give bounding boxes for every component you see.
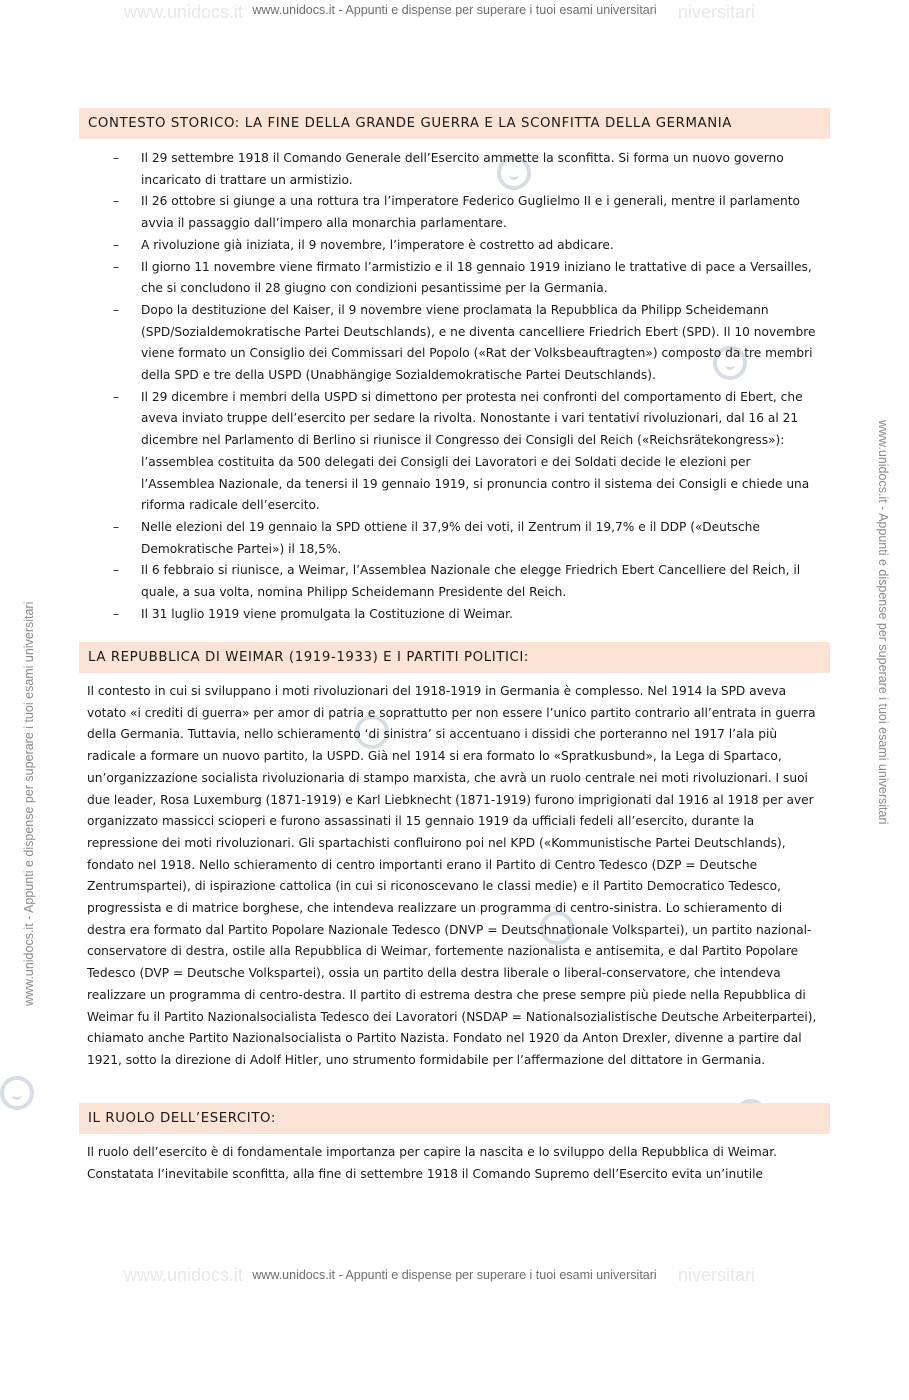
section-heading-repubblica-weimar: LA REPUBBLICA DI WEIMAR (1919-1933) E I PARTITI POLITICI: — [79, 642, 830, 673]
list-item-text: Il 29 dicembre i membri della USPD si dimettono per protesta nei confronti del comportamento di Ebert, che aveva inviato truppe dell’esercito per sedare la rivolta. Nonostante i vari tentativi rivoluzionari, dal 16 al 21 dicembre nel Parlamento di Berlino si riunisce il Congresso dei Consigli del Reich («Reichsrätekongress»): l’assemblea costituita da 500 delegati dei Consigli dei Lavoratori e dei Soldati decide le elezioni per l’Assemblea Nazionale, da tenersi il 19 gennaio 1919, si pronuncia contro il sistema dei Consigli e chiede una riforma radicale dell’esercito. — [141, 389, 810, 513]
dash-bullet: – — [113, 389, 120, 404]
list-item — [79, 604, 819, 626]
list-item-text: Il 29 settembre 1918 il Comando Generale dell’Esercito ammette la sconfitta. Si forma un nuovo governo incaricato di trattare un armistizio. — [141, 151, 784, 187]
watermark-logo-icon — [0, 1076, 34, 1110]
watermark-banner-bottom: www.unidocs.it - Appunti e dispense per superare i tuoi esami universitari — [252, 1268, 657, 1282]
dash-bullet: – — [113, 237, 120, 252]
list-item — [79, 148, 819, 191]
section-heading-contesto-storico: CONTESTO STORICO: LA FINE DELLA GRANDE GUERRA E LA SCONFITTA DELLA GERMANIA — [79, 108, 830, 139]
ghost-watermark-bottom-right: niversitari — [678, 1265, 756, 1285]
list-item-text: Il giorno 11 novembre viene firmato l’armistizio e il 18 gennaio 1919 iniziano le trattative di pace a Versailles, che si concludono il 28 giugno con condizioni pesantissime per la Germania. — [141, 259, 812, 296]
dash-bullet: – — [113, 259, 120, 274]
list-item-text: Il 6 febbraio si riunisce, a Weimar, l’Assemblea Nazionale che elegge Friedrich Ebert Cancelliere del Reich, il quale, a sua volta, nomina Philipp Scheidemann Presidente del Reich. — [141, 563, 801, 600]
ghost-watermark-top-left: www.unidocs.it — [124, 2, 244, 22]
list-item-text: Dopo la destituzione del Kaiser, il 9 novembre viene proclamata la Repubblica da Philipp Scheidemann (SPD/Sozialdemokratische Partei Deutschlands), e ne diventa cancelliere Friedrich Ebert (SPD). Il 10 novembre viene formato un Consiglio dei Commissari del Popolo («Rat der Volksbeauftragten») composto da tre membri della SPD e tre della USPD (Unabhängige Sozialdemokratische Partei Deutschlands). — [141, 302, 816, 383]
list-item — [79, 387, 819, 517]
list-item-text: A rivoluzione già iniziata, il 9 novembre, l’imperatore è costretto ad abdicare. — [141, 237, 614, 252]
section-heading-ruolo-esercito: IL RUOLO DELL’ESERCITO: — [79, 1103, 830, 1134]
paragraph-ruolo-esercito: Il ruolo dell’esercito è di fondamentale importanza per capire la nascita e lo sviluppo della Repubblica di Weimar. Constatata l’inevitabile sconfitta, alla fine di settembre 1918 il Comando Supremo dell’Esercito evita un’inutile — [87, 1145, 778, 1181]
watermark-banner-top: www.unidocs.it - Appunti e dispense per superare i tuoi esami universitari — [252, 3, 657, 17]
paragraph-partiti-politici: Il contesto in cui si sviluppano i moti rivoluzionari del 1918-1919 in Germania è complesso. Nel 1914 la SPD aveva votato «i crediti di guerra» per amor di patria e soprattutto per non essere l’unico partito contrario all’entrata in guerra della Germania. Tuttavia, nello schieramento ‘di sinistra’ si accentuano i dissidi che porteranno nel 1917 l’ala più radicale a formare un nuovo partito, la USPD. Già nel 1914 si era formato lo «Spratkusbund», la Lega di Spartaco, un’organizzazione socialista rivoluzionaria di stampo marxista, che avrà un ruolo centrale nei moti rivoluzionari. I suoi due leader, Rosa Luxemburg (1871-1919) e Karl Liebknecht (1871-1919) furono imprigionati dal 1916 al 1918 per aver organizzato massicci scioperi e furono assassinati il 15 gennaio 1919 da ufficiali fedeli all’esercito, durante la repressione dei moti rivoluzionari. Gli spartachisti confluirono poi nel KPD («Kommunistische Partei Deutschlands), fondato nel 1918. Nello schieramento di centro importanti erano il Partito di Centro Tedesco (DZP = Deutsche Zentrumspartei), di ispirazione cattolica (in cui si riconoscevano le classi medie) e il Partito Democratico Tedesco, progressista e di matrice borghese, che intendeva realizzare un programma di centro-sinistra. Lo schieramento di destra era formato dal Partito Popolare Nazionale Tedesco (DNVP = Deutschnationale Volkspartei), un partito nazional-conservatore di destra, ostile alla Repubblica di Weimar, fortemente nazionalista e antisemita, e dal Partito Popolare Tedesco (DVP = Deutsche Volkspartei), ossia un partito della destra liberale o liberal-conservatore, che intendeva realizzare un programma di centro-destra. Il partito di estrema destra che prese sempre più piede nella Repubblica di Weimar fu il Partito Nazionalsocialista Tedesco dei Lavoratori (NSDAP = Nationalsozialistische Deutsche Arbeiterpartei), chiamato anche Partito Nazionalsocialista o Partito Nazista. Fondato nel 1920 da Anton Drexler, divenne a partire dal 1921, sotto la direzione di Adolf Hitler, uno strumento formidabile per l’affermazione del dittatore in Germania. — [87, 684, 817, 1067]
dash-bullet: – — [113, 151, 120, 165]
ghost-watermark-bottom-left: www.unidocs.it — [124, 1265, 244, 1285]
watermark-side-left: www.unidocs.it - Appunti e dispense per superare i tuoi esami universitari — [22, 601, 36, 1006]
ghost-watermark-top-right: niversitari — [678, 2, 756, 22]
dash-bullet: – — [113, 563, 120, 578]
list-item — [79, 235, 819, 257]
list-item-text: Il 31 luglio 1919 viene promulgata la Costituzione di Weimar. — [141, 606, 513, 621]
timeline-list — [79, 148, 819, 625]
list-item — [79, 257, 819, 300]
watermark-side-right: www.unidocs.it - Appunti e dispense per superare i tuoi esami universitari — [876, 420, 890, 825]
dash-bullet: – — [113, 302, 120, 317]
dash-bullet: – — [113, 194, 120, 209]
list-item — [79, 191, 819, 234]
list-item-text: Il 26 ottobre si giunge a una rottura tra l’imperatore Federico Guglielmo II e i generali, mentre il parlamento avvia il passaggio dall’impero alla monarchia parlamentare. — [141, 194, 800, 231]
dash-bullet: – — [113, 519, 120, 534]
dash-bullet: – — [113, 606, 120, 621]
list-item — [79, 560, 819, 603]
list-item — [79, 517, 819, 560]
list-item — [79, 300, 819, 387]
list-item-text: Nelle elezioni del 19 gennaio la SPD ottiene il 37,9% dei voti, il Zentrum il 19,7% e il DDP («Deutsche Demokratische Partei») il 18,5%. — [141, 519, 760, 556]
